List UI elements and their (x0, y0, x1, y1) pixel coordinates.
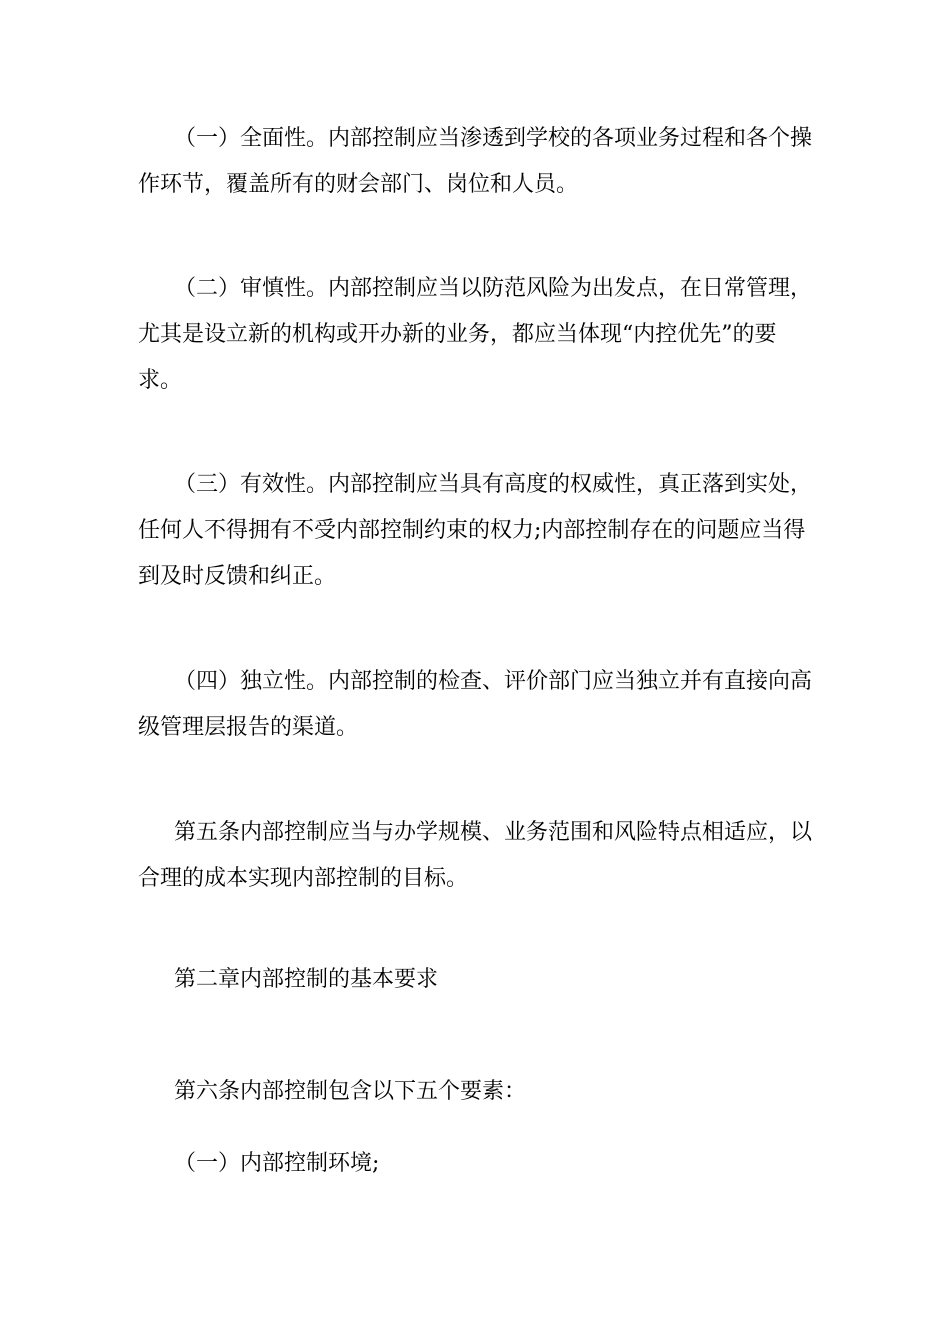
paragraph-article-five: 第五条内部控制应当与办学规模、业务范围和风险特点相适应，以合理的成本实现内部控制的目标。 (138, 820, 813, 891)
paragraph-article-six: 第六条内部控制包含以下五个要素： (174, 1079, 527, 1104)
paragraph-comprehensiveness: （一）全面性。内部控制应当渗透到学校的各项业务过程和各个操作环节，覆盖所有的财会部门、岗位和人员。 (138, 126, 813, 197)
list-item-control-environment: （一）内部控制环境; (174, 1151, 380, 1176)
paragraph-effectiveness: （三）有效性。内部控制应当具有高度的权威性，真正落到实处，任何人不得拥有不受内部控制约束的权力;内部控制存在的问题应当得到及时反馈和纠正。 (138, 472, 813, 589)
chapter-heading: 第二章内部控制的基本要求 (174, 967, 439, 992)
paragraph-prudence: （二）审慎性。内部控制应当以防范风险为出发点，在日常管理，尤其是设立新的机构或开办新的业务，都应当体现“内控优先”的要求。 (138, 276, 813, 393)
paragraph-independence: （四）独立性。内部控制的检查、评价部门应当独立并有直接向高级管理层报告的渠道。 (138, 669, 813, 740)
